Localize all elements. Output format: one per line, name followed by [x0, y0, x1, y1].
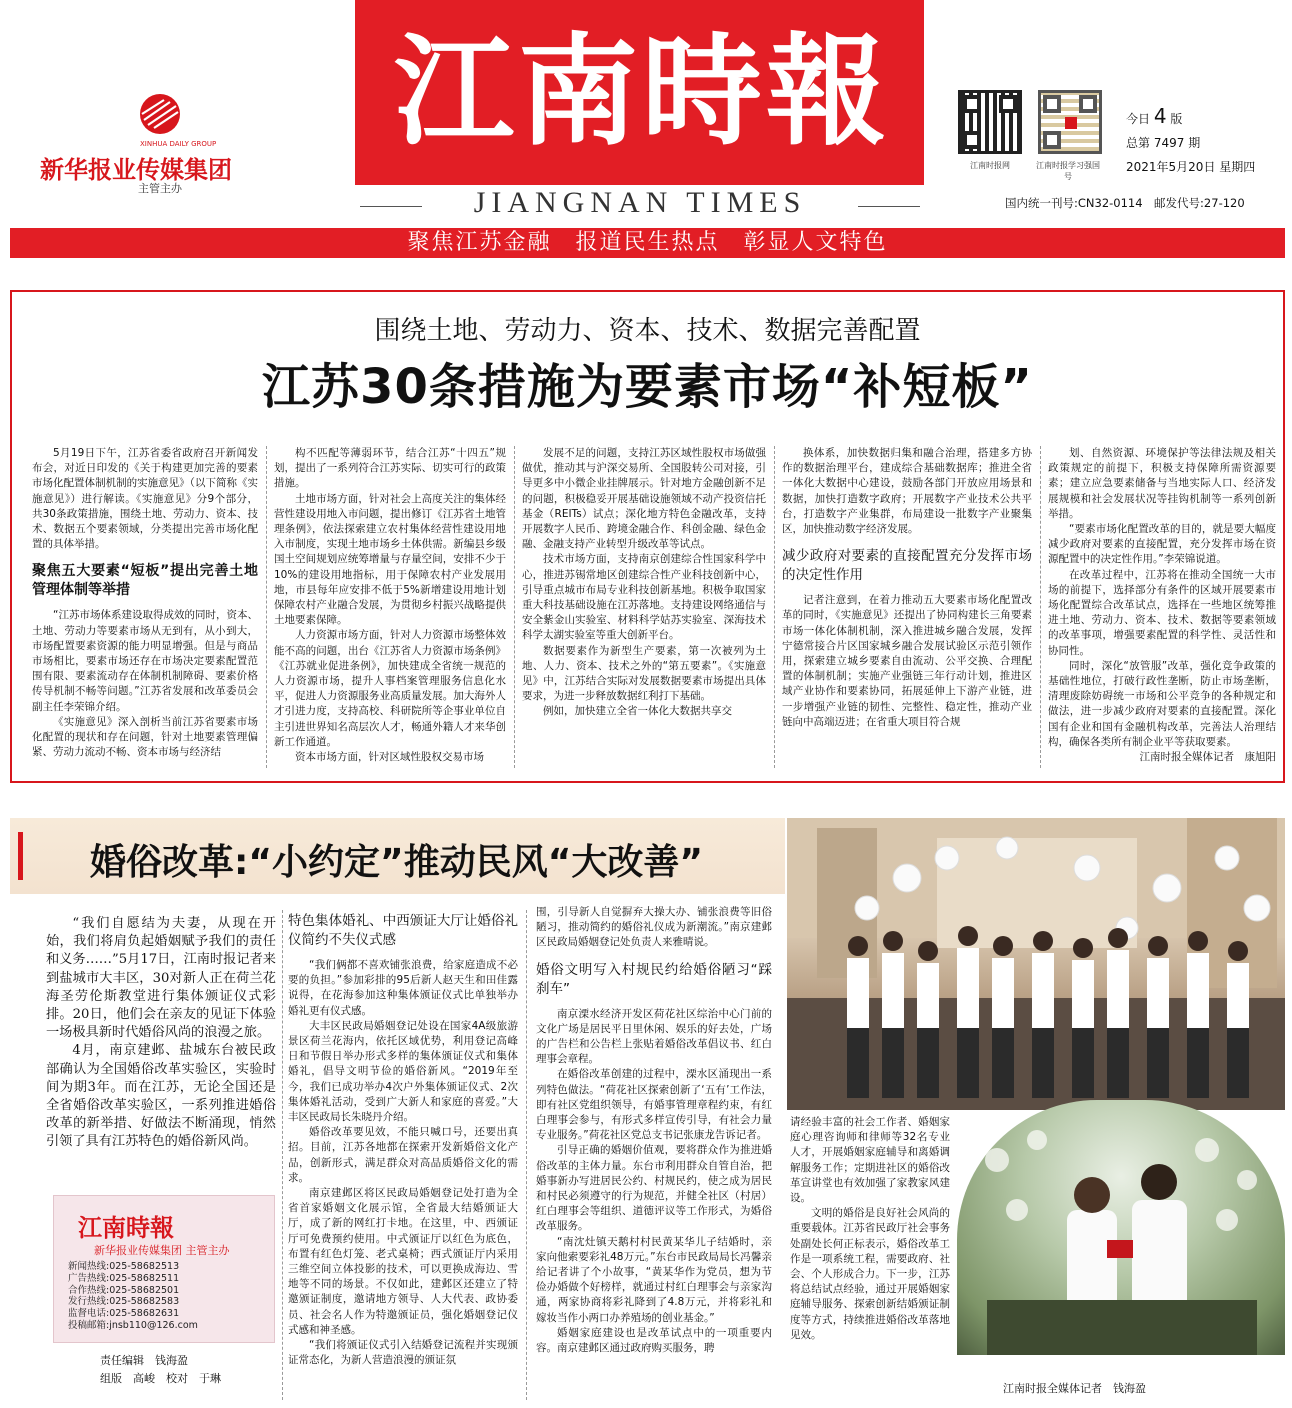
paragraph: “我们俩都不喜欢铺张浪费，给家庭造成不必要的负担。”参加彩排的95后新人赵天生和田佳露说得，在花海参加这种集体颁证仪式比单独举办婚礼更有仪式感。	[288, 959, 518, 1017]
byline: 江南时报全媒体记者 康旭阳	[1139, 751, 1276, 764]
lead-column-3	[522, 446, 766, 776]
lead-story-box	[10, 290, 1285, 783]
paragraph: 婚姻家庭建设也是改革试点中的一项重要内容。南京建邺区通过政府购买服务，聘	[536, 1326, 772, 1355]
contact-line: 投稿邮箱:jnsb110@126.com	[68, 1319, 198, 1331]
paragraph: 土地市场方面，针对社会上高度关注的集体经营性建设用地入市问题，提出修订《江苏省土地管理条例》，依法探索建立农村集体经营性建设用地入市制度，实现土地市场乡土体供需。新编县乡级国土空间规划应统筹增量与存量空间，安排不少于10%的建设用地指标，用于保障农村产业发展用地，市县每年应安排不低于5%新增建设用地计划保障农村产业融合发展，为贯彻乡村振兴战略提供土地要素保障。	[274, 492, 506, 627]
paragraph: 在婚俗改革创建的过程中，溧水区涌现出一系列特色做法。“荷花社区探索创新了‘五有’工作法，即有社区党组织领导，有婚事管理章程约束，有红白理事会参与，有形式多样宣传引导，有社会力量专业服务。”荷花社区党总支书记张康龙告诉记者。	[536, 1068, 772, 1142]
lead-subhead: 聚焦五大要素“短板”提出完善土地管理体制等举措	[32, 563, 258, 599]
lead-subhead: 减少政府对要素的直接配置充分发挥市场的决定性作用	[782, 548, 1032, 584]
editor-line: 责任编辑 钱海盈	[100, 1354, 188, 1367]
paragraph: 技术市场方面，支持南京创建综合性国家科学中心，推进苏锡常地区创建综合性产业科技创新中心，引导重点城市布局专业科技创新基地。积极争取国家重大科技基础设施在江苏落地。支持建设网络通信与安全紫金山实验室、材料科学姑苏实验室、深海技术科学太湖实验室等重大创新平台。	[522, 553, 766, 642]
group-name: 新华报业传媒集团	[40, 155, 232, 184]
logo-tagline: XINHUA DAILY GROUP	[140, 140, 217, 148]
masthead-title: 江南時報	[394, 21, 890, 162]
editor-line: 组版 高峻 校对 于琳	[100, 1372, 221, 1385]
paragraph: 《实施意见》深入剖析当前江苏省要素市场化配置的现状和存在问题，针对土地要素管理偏紧、劳动力流动不畅、资本市场与经济结	[32, 715, 258, 759]
slogan-bar: 聚焦江苏金融 报道民生热点 彰显人文特色	[10, 228, 1285, 258]
paragraph: 发展不足的问题，支持江苏区域性股权市场做强做优，推动其与沪深交易所、全国股转公司对接，引导更多中小微企业挂牌展示。针对地方金融创新不足的问题，积极稳妥开展基础设施领域不动产投资信托基金（REITs）试点；深化地方特色金融改革，支持开展数字人民币、跨境金融合作、科创金融、绿色金融、金融支持产业转型升级改革等试点。	[522, 447, 766, 551]
lead-column-4	[782, 446, 1032, 776]
qr-code-icon	[1038, 90, 1102, 154]
paragraph: 换体系，加快数据归集和融合治理，搭建多方协作的数据治理平台，建成综合基础数据库；推进全省一体化大数据中心建设，鼓励各部门开放应用场景和数据，加快打造数字政府；开展数字产业技术公共平台，打造数字产业集群，布局建设一批数字产业聚集区，加快推动数字经济发展。	[782, 447, 1032, 536]
paragraph: 南京建邺区将区民政局婚姻登记处打造为全省首家婚姻文化展示馆，全省最大结婚颁证大厅，成了新的网红打卡地。在这里，中、西颁证厅可免费预约使用。中式颁证厅以红色为底色，布置有红色灯笼、老式桌椅；西式颁证厅内采用三维空间立体投影的技术，可以更换成海边、雪地等不同的场景。不仅如此，建邺区还建立了特邀颁证制度，邀请地方领导、人大代表、政协委员、社会名人作为特邀颁证员，强化婚姻登记仪式感和神圣感。	[288, 1187, 518, 1336]
column-divider	[514, 446, 515, 768]
paragraph: “我们自愿结为夫妻，从现在开始，我们将肩负起婚姻赋予我们的责任和义务……”5月17日，江南时报记者来到盐城市大丰区，30对新人正在荷兰花海圣劳伦斯教堂进行集体颁证仪式彩排。20日，他们会在亲友的见证下体验一场极具新时代婚俗风尚的浪漫之旅。	[46, 916, 276, 1041]
feature-column-3	[536, 905, 772, 1402]
contact-line: 广告热线:025-58682511	[68, 1272, 180, 1284]
feature-column-4	[790, 1115, 950, 1375]
paragraph: 5月19日下午，江苏省委省政府召开新闻发布会，对近日印发的《关于构建更加完善的要素市场化配置体制机制的实施意见》（以下简称《实施意见》）进行解读。《实施意见》分9个部分，共30条政策措施，围绕土地、劳动力、资本、技术、数据五个要素领域，分类提出完善市场化配置的具体举措。	[32, 447, 258, 551]
paragraph: “江苏市场体系建设取得成效的同时，资本、土地、劳动力等要素市场从无到有，从小到大，市场配置要素资源的能力明显增强。但是与商品市场相比，要素市场还存在市场决定要素配置范围有限、要素流动存在体制机制障碍、要素价格传导机制不畅等问题。”江苏省发展和改革委员会副主任李荣锦介绍。	[32, 609, 258, 713]
lead-headline: 江苏30条措施为要素市场“补短板”	[262, 359, 1033, 415]
masthead-english-title: JIANGNAN TIMES	[430, 186, 850, 220]
issue-total-value: 7497	[1153, 136, 1185, 150]
column-divider	[282, 910, 283, 1400]
publication-numbers: 国内统一刊号:CN32-0114 邮发代号:27-120	[1005, 196, 1245, 210]
contact-masthead: 江南時報	[78, 1213, 174, 1242]
feature-subhead: 婚俗文明写入村规民约给婚俗陋习“踩刹车”	[536, 961, 772, 997]
qr-caption: 江南时报学习强国号	[1036, 161, 1100, 181]
photo-credit: 江南时报全媒体记者 钱海盈	[1003, 1382, 1146, 1395]
column-divider	[266, 446, 267, 768]
paragraph: 围，引导新人自觉摒弃大操大办、铺张浪费等旧俗陋习，推动简约的婚俗礼仪成为新潮流。”南京建邺区民政局婚姻登记处负责人来雅晴说。	[536, 906, 772, 949]
issue-info	[1126, 104, 1255, 179]
paragraph: 引导正确的婚姻价值观，要将群众作为推进婚俗改革的主体力量。东台市利用群众自管自治，把婚事新办写进居民公约、村规民约，使之成为居民和村民必须遵守的行为规范，并健全社区（村居）红白理事会等组织、道德评议等工作形式，为婚俗改革服务。	[536, 1144, 772, 1233]
issue-total-unit: 期	[1188, 136, 1201, 150]
paragraph: 同时，深化“放管服”改革，强化竞争政策的基础性地位，打破行政性垄断，防止市场垄断，清理废除妨碍统一市场和公平竞争的各种规定和做法，进一步减少政府对要素的直接配置。深化国有企业和国有金融机构改革，完善法人治理结构，确保各类所有制企业平等获取要素。	[1048, 659, 1276, 748]
column-divider	[1040, 446, 1041, 768]
issue-today-label: 今日	[1126, 112, 1151, 126]
lead-column-1	[32, 446, 258, 776]
contact-group: 新华报业传媒集团 主管主办	[94, 1244, 230, 1257]
lead-kicker: 围绕土地、劳动力、资本、技术、数据完善配置	[374, 316, 921, 346]
column-divider	[526, 910, 527, 1400]
feature-banner	[10, 818, 785, 894]
editor-credits	[100, 1352, 221, 1388]
wedding-ceremony-photo	[787, 818, 1285, 1110]
photo-illustration	[957, 1100, 1285, 1355]
paragraph: 南京溧水经济开发区荷花社区综治中心门前的文化广场是居民平日里休闲、娱乐的好去处，广场的广告栏和公告栏上张贴着婚俗改革倡议书、红白理事会章程。	[536, 1007, 772, 1066]
group-subtitle: 主管主办	[138, 182, 182, 195]
contact-line: 合作热线:025-58682501	[68, 1284, 180, 1296]
paragraph: 资本市场方面，针对区域性股权交易市场	[295, 751, 484, 764]
couple-reading-vows-photo	[957, 1100, 1285, 1355]
xinhua-group-logo-icon	[130, 92, 190, 142]
issue-date: 2021年5月20日 星期四	[1126, 160, 1256, 174]
column-divider	[774, 446, 775, 768]
paragraph: 文明的婚俗是良好社会风尚的重要载体。江苏省民政厅社会事务处副处长何正标表示，婚俗改革工作是一项系统工程，需要政府、社会、个人形成合力。下一步，江苏将总结试点经验，通过开展婚姻家庭辅导服务、探索创新结婚颁证制度等方式，持续推进婚俗改革落地见效。	[790, 1207, 950, 1341]
paragraph: 大丰区民政局婚姻登记处设在国家4A级旅游景区荷兰花海内，依托区域优势，利用登记高峰日和节假日举办形式多样的集体颁证仪式和集体婚礼，倡导文明节俭的婚俗新风。“2019年至今，我们已成功举办4次户外集体颁证仪式、2次集体婚礼活动，受到广大新人和家庭的喜爱。”大丰区民政局长朱晓丹介绍。	[288, 1019, 518, 1124]
feature-column-1	[46, 915, 276, 1155]
qr-code-icon	[958, 90, 1022, 154]
paragraph: “南沈灶镇天鹅村村民黄某华儿子结婚时，亲家向他索要彩礼48万元。”东台市民政局局长冯馨亲给记者讲了个小故事，“黄某华作为党员，想为节俭办婚做个好榜样，就通过村红白理事会与亲家沟通，两家协商将彩礼降到了4.8万元，并将彩礼和嫁妆当作小两口办养殖场的创业基金。”	[536, 1235, 772, 1324]
feature-column-2	[288, 912, 518, 1402]
paragraph: 在改革过程中，江苏将在推动全国统一大市场的前提下，选择部分有条件的区域开展要素市场化配置综合改革试点，选择在一些地区统筹推进土地、劳动力、资本、技术、数据等要素领域的改革事项，增强要素配置的科学性、灵活性和协同性。	[1048, 568, 1276, 657]
lead-column-5	[1048, 446, 1276, 776]
photo-illustration	[787, 818, 1285, 1110]
paragraph: 划、自然资源、环境保护等法律法规及相关政策规定的前提下，积极支持保障所需资源要素；建立应急要素储备与当地实际人口、经济发展规模和社会发展状况等挂钩机制等一系列创新举措。	[1048, 447, 1276, 520]
contact-line: 新闻热线:025-58682513	[68, 1261, 180, 1272]
paragraph: 婚俗改革要见效，不能只喊口号，还要出真招。目前，江苏各地都在探索开发新婚俗文化产品，创新形式，满足群众对高品质婚俗文化的需求。	[288, 1126, 518, 1184]
paragraph: 构不匹配等薄弱环节，结合江苏“十四五”规划，提出了一系列符合江苏实际、切实可行的政策措施。	[274, 447, 506, 490]
issue-today-value: 4	[1153, 104, 1167, 128]
paragraph: 例如，加快建立全省一体化大数据共享交	[543, 705, 732, 718]
paragraph: 记者注意到，在着力推动五大要素市场化配置改革的同时，《实施意见》还提出了协同构建长三角要素市场一体化体制机制，深入推进城乡融合发展，发挥宁德常接合片区国家城乡融合发展试验区示范引领作用，探索建立城乡要素自由流动、公平交换、合理配置的体制机制；实施产业强链三年行动计划，推进区域产业协作和要素协同，拓展延伸上下游产业链，进一步增强产业链的韧性、完整性、稳定性，推动产业链向中高端迈进；在省重大项目符合规	[782, 594, 1032, 728]
paragraph: “要素市场化配置改革的目的，就是要大幅度减少政府对要素的直接配置，充分发挥市场在资源配置中的决定性作用。”李荣锦说道。	[1048, 523, 1276, 566]
paragraph: 人力资源市场方面，针对人力资源市场整体效能不高的问题，出台《江苏省人力资源市场条例》《江苏就业促进条例》，加快建成全省统一规范的人力资源市场，提升人事档案管理服务信息化水平，促进人力资源服务业高质量发展。加大海外人才引进力度，支持高校、科研院所等企事业单位自主引进世界知名高层次人才，畅通外籍人才来华创新工作通道。	[274, 629, 506, 748]
paragraph: 4月，南京建邺、盐城东台被民政部确认为全国婚俗改革实验区，实验时间为期3年。而在江苏，无论全国还是全省婚俗改革实验区，一系列推进婚俗改革的新举措、好做法不断涌现，悄然引领了具有江苏特色的婚俗新风尚。	[46, 1043, 276, 1150]
contact-line: 发行热线:025-58682583	[68, 1296, 180, 1308]
qr-caption: 江南时报网	[970, 161, 1010, 170]
paragraph: 请经验丰富的社会工作者、婚姻家庭心理咨询师和律师等32名专业人才，开展婚姻家庭辅导和离婚调解服务工作；定期进社区的婚俗改革宣讲堂也有效加强了家教家风建设。	[790, 1116, 950, 1205]
issue-today-unit: 版	[1170, 112, 1183, 126]
feature-subhead: 特色集体婚礼、中西颁证大厅让婚俗礼仪简约不失仪式感	[288, 913, 518, 948]
contact-list	[68, 1261, 198, 1332]
paragraph: 数据要素作为新型生产要素，第一次被列为土地、人力、资本、技术之外的“第五要素”。《实施意见》中，江苏结合实际对发展数据要素市场提出具体要求，为进一步释放数据红利打下基础。	[522, 644, 766, 703]
paragraph: “我们将颁证仪式引入结婚登记流程并实现颁证常态化，为新人营造浪漫的颁证氛	[288, 1339, 518, 1367]
contact-box	[53, 1195, 275, 1343]
contact-line: 监督电话:025-58682631	[68, 1308, 180, 1320]
issue-total-label: 总第	[1126, 136, 1151, 150]
lead-column-2	[274, 446, 506, 776]
feature-headline: 婚俗改革:“小约定”推动民风“大改善”	[90, 842, 704, 883]
